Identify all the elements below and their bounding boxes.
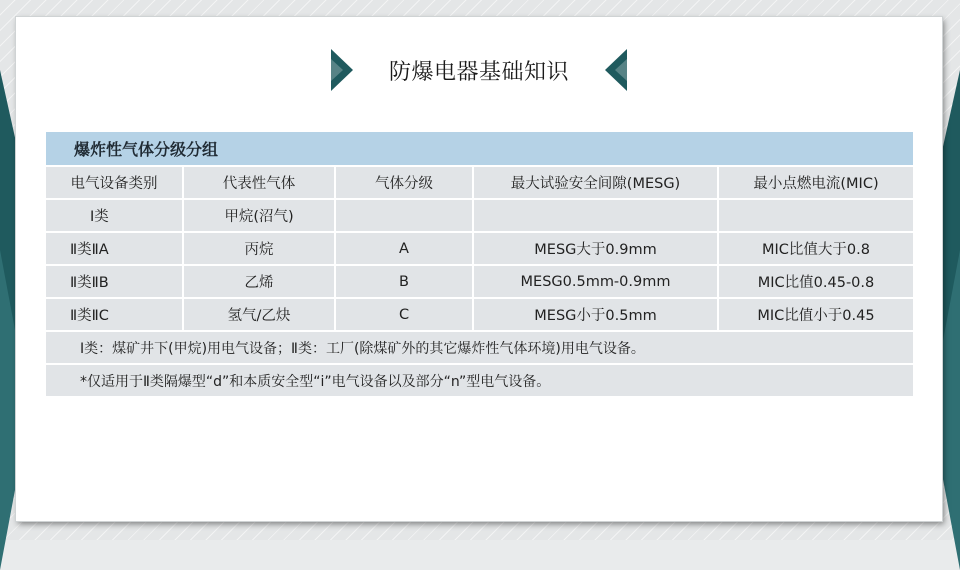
- table-row: [46, 266, 913, 297]
- table-cell: B: [336, 266, 474, 297]
- table-cell: MESG0.5mm-0.9mm: [474, 266, 719, 297]
- table-note: I类：煤矿井下(甲烷)用电气设备；Ⅱ类：工厂(除煤矿外的其它爆炸性气体环境)用电气设备。: [46, 332, 913, 363]
- table-cell: Ⅱ类ⅡB: [46, 266, 184, 297]
- table-cell: 氢气/乙炔: [184, 299, 336, 330]
- table-cell: MIC比值0.45-0.8: [719, 266, 913, 297]
- table-caption-row: [46, 132, 913, 165]
- table-cell: [474, 200, 719, 231]
- chevron-left-icon: [605, 49, 627, 91]
- column-header: 气体分级: [336, 167, 474, 198]
- table-note-row: [46, 365, 913, 396]
- table-cell: MIC比值小于0.45: [719, 299, 913, 330]
- chevron-right-icon: [331, 49, 353, 91]
- table-cell: C: [336, 299, 474, 330]
- table-cell: MESG大于0.9mm: [474, 233, 719, 264]
- table-cell: Ⅱ类ⅡA: [46, 233, 184, 264]
- title-bar: [16, 47, 942, 93]
- column-header: 最大试验安全间隙(MESG): [474, 167, 719, 198]
- table-row: [46, 200, 913, 231]
- table-cell: A: [336, 233, 474, 264]
- table-caption: 爆炸性气体分级分组: [46, 132, 913, 165]
- table-note: *仅适用于Ⅱ类隔爆型“d”和本质安全型“i”电气设备以及部分“n”型电气设备。: [46, 365, 913, 396]
- table-cell: 丙烷: [184, 233, 336, 264]
- table-header-row: [46, 167, 913, 198]
- table-cell: MIC比值大于0.8: [719, 233, 913, 264]
- table-cell: [336, 200, 474, 231]
- column-header: 电气设备类别: [46, 167, 184, 198]
- table-cell: 甲烷(沼气): [184, 200, 336, 231]
- table-cell: I类: [46, 200, 184, 231]
- table-cell: Ⅱ类ⅡC: [46, 299, 184, 330]
- column-header: 代表性气体: [184, 167, 336, 198]
- gas-classification-table: [46, 130, 913, 398]
- table-cell: 乙烯: [184, 266, 336, 297]
- slide-panel: [16, 17, 942, 521]
- table-cell: MESG小于0.5mm: [474, 299, 719, 330]
- table-row: [46, 299, 913, 330]
- table-row: [46, 233, 913, 264]
- page-title: 防爆电器基础知识: [388, 59, 569, 85]
- table-cell: [719, 200, 913, 231]
- column-header: 最小点燃电流(MIC): [719, 167, 913, 198]
- table-note-row: [46, 332, 913, 363]
